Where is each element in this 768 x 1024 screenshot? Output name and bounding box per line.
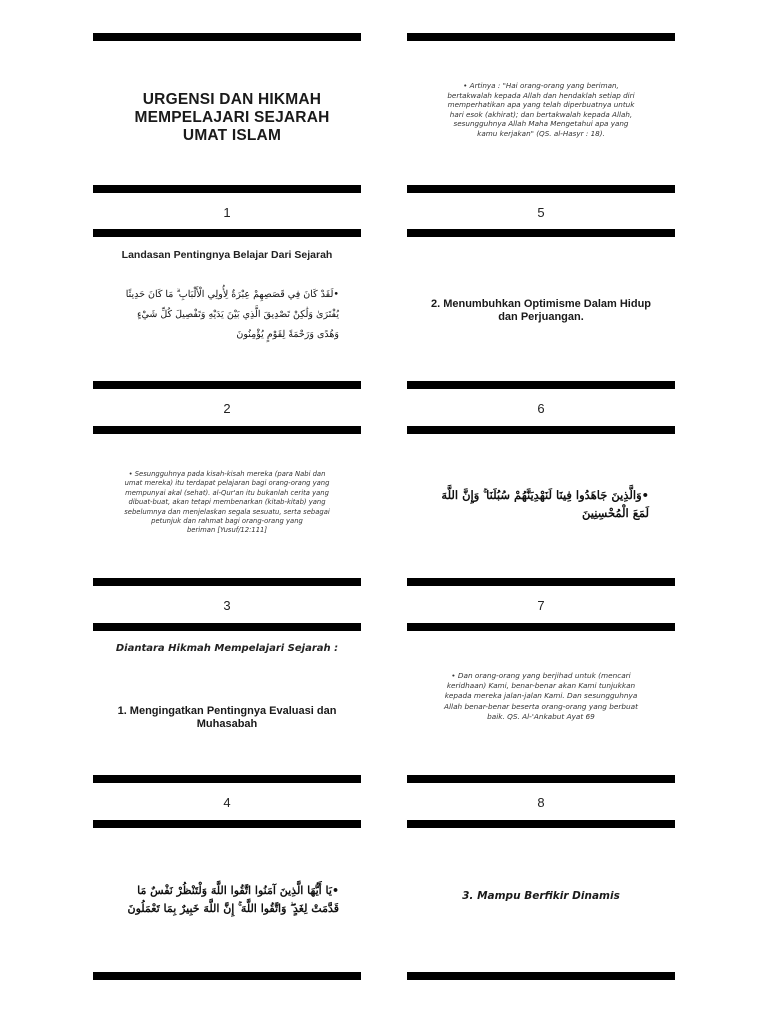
slide-title	[123, 91, 341, 145]
text-line: • Dan orang-orang yang berjihad untuk (mencari	[451, 671, 631, 680]
slide-2	[93, 229, 361, 389]
text-line: beriman [Yusuf/12:111]	[186, 526, 268, 535]
slide-4	[93, 623, 361, 783]
slide-heading: Diantara Hikmah Mempelajari Sejarah :	[115, 643, 339, 654]
page-number: 8	[537, 795, 545, 810]
slide-top-bar	[93, 33, 361, 41]
slide-bottom-bar	[407, 972, 675, 980]
slide-10	[407, 820, 675, 980]
text-line: • Artinya : "Hai orang-orang yang beriman,	[463, 81, 619, 90]
slide-9	[93, 820, 361, 980]
point-heading	[417, 298, 665, 324]
text-line: umat mereka) itu terdapat pelajaran bagi orang-orang yang	[124, 479, 330, 488]
translation-text	[429, 81, 653, 139]
arabic-verse: •وَالَّذِينَ جَاهَدُوا فِينَا لَنَهْدِيَنَّهُمْ سُبُلَنَا ۚ وَإِنَّ اللَّهَ لَمَعَ الْمُحْسِنِينَ	[441, 488, 649, 520]
slide-bottom-bar	[93, 381, 361, 389]
slide-bottom-bar	[407, 185, 675, 193]
text-line: dibuat-buat, akan tetapi membenarkan (kitab-kitab) yang	[128, 498, 326, 507]
arabic-verse: •يَا أَيُّهَا الَّذِينَ آمَنُوا اتَّقُوا اللَّهَ وَلْتَنْظُرْ نَفْسٌ مَا قَدَّمَتْ لِغَدٍ ۖ وَاتَّقُوا اللَّهَ ۚ إِنَّ اللَّهَ خَبِيرٌ بِمَا تَعْمَلُونَ	[127, 884, 339, 915]
page-number: 4	[223, 795, 231, 810]
page-number: 6	[537, 401, 545, 416]
arabic-verse: •لَقَدْ كَانَ فِي قَصَصِهِمْ عِبْرَةٌ لِأُولِي الْأَلْبَابِ ۗ مَا كَانَ حَدِيثًا يُفْتَرَىٰ وَلَٰكِنْ تَصْدِيقَ الَّذِي بَيْنَ يَدَيْهِ وَتَفْصِيلَ كُلِّ شَيْءٍ وَهُدًى وَرَحْمَةً لِقَوْمٍ يُؤْمِنُونَ	[125, 289, 339, 340]
text-line: Muhasabah	[196, 718, 258, 730]
page-number: 3	[223, 598, 231, 613]
text-line: sebelumnya dan menjelaskan segala sesuatu, serta sebagai	[124, 507, 330, 516]
title-line: URGENSI DAN HIKMAH	[142, 91, 322, 108]
text-line: kepada mereka jalan-jalan Kami. Dan sesungguhnya	[444, 691, 638, 701]
slide-heading: Landasan Pentingnya Belajar Dari Sejarah	[121, 249, 333, 261]
text-line: hari esok (akhirat); dan bertakwalah kepada Allah,	[449, 109, 633, 119]
page-number: 2	[223, 401, 231, 416]
slide-3	[93, 426, 361, 586]
slide-top-bar	[93, 820, 361, 828]
translation-text	[425, 671, 657, 722]
slide-8	[407, 623, 675, 783]
slide-1	[93, 33, 361, 193]
title-line: UMAT ISLAM	[182, 127, 282, 144]
slide-top-bar	[407, 623, 675, 631]
text-line: kamu kerjakan" (QS. al-Hasyr : 18).	[477, 128, 605, 138]
slide-top-bar	[407, 229, 675, 237]
slide-top-bar	[407, 820, 675, 828]
text-line: baik. QS. Al-'Ankabut Ayat 69	[487, 711, 595, 721]
title-line: MEMPELAJARI SEJARAH	[134, 109, 330, 126]
slide-top-bar	[93, 426, 361, 434]
slide-bottom-bar	[407, 381, 675, 389]
text-line: dan Perjuangan.	[498, 311, 584, 323]
text-line: • Sesungguhnya pada kisah-kisah mereka (para Nabi dan	[128, 470, 326, 478]
page-number: 5	[537, 205, 545, 220]
text-line: keridhaan) Kami, benar-benar akan Kami tunjukkan	[446, 681, 636, 691]
slide-bottom-bar	[93, 972, 361, 980]
point-heading	[103, 705, 351, 731]
page-number: 7	[537, 598, 545, 613]
text-line: sesungguhnya Allah Maha Mengetahui apa yang	[453, 119, 629, 129]
text-line: Allah benar-benar beserta orang-orang yang berbuat	[444, 701, 638, 711]
slide-top-bar	[407, 33, 675, 41]
slide-5	[407, 33, 675, 193]
slide-bottom-bar	[93, 775, 361, 783]
point-heading: 3. Mampu Berfikir Dinamis	[462, 890, 620, 902]
text-line: memperhatikan apa yang telah diperbuatnya untuk	[447, 100, 635, 110]
text-line: mempunyai akal (sehat). al-Qur'an itu bukanlah cerita yang	[125, 488, 329, 497]
slide-bottom-bar	[407, 578, 675, 586]
slide-top-bar	[93, 229, 361, 237]
translation-text	[113, 470, 341, 536]
slide-bottom-bar	[407, 775, 675, 783]
slide-top-bar	[407, 426, 675, 434]
page-number: 1	[223, 205, 231, 220]
text-line: 2. Menumbuhkan Optimisme Dalam Hidup	[430, 298, 652, 310]
slide-bottom-bar	[93, 185, 361, 193]
text-line: 1. Mengingatkan Pentingnya Evaluasi dan	[117, 705, 337, 717]
slide-top-bar	[93, 623, 361, 631]
slide-6	[407, 229, 675, 389]
text-line: petunjuk dan rahmat bagi orang-orang yang	[151, 517, 303, 526]
slide-7	[407, 426, 675, 586]
slide-bottom-bar	[93, 578, 361, 586]
text-line: bertakwalah kepada Allah dan hendaklah setiap diri	[447, 90, 635, 100]
